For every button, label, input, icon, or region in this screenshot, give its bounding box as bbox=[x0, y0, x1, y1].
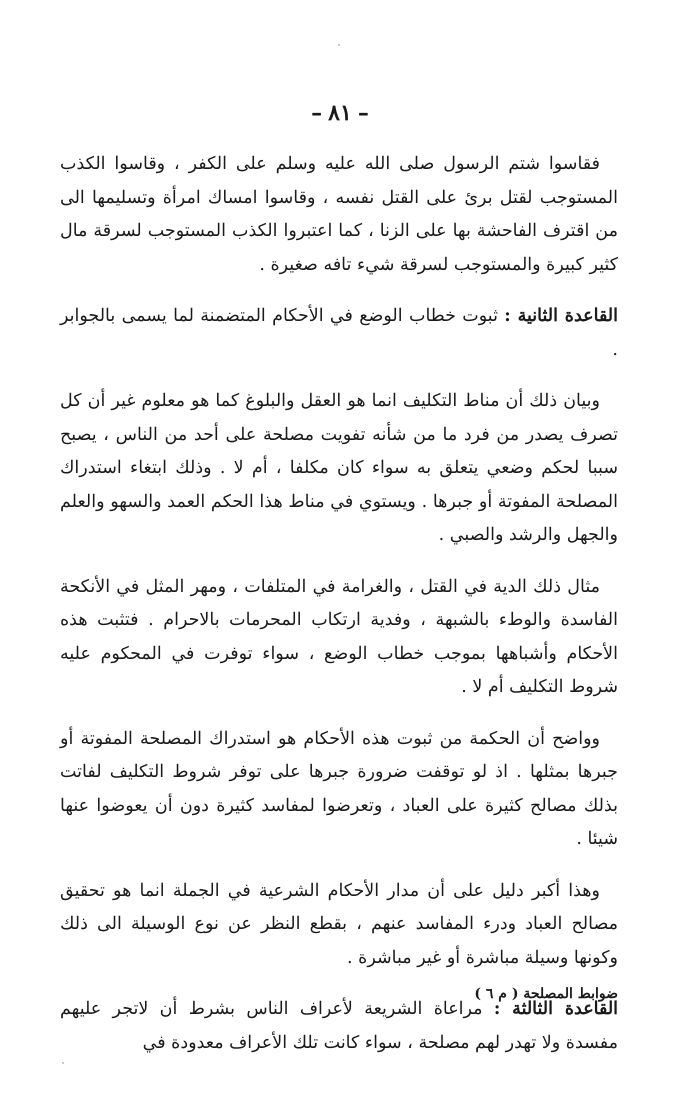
page-footer bbox=[60, 986, 618, 1002]
rule-heading-paragraph bbox=[60, 993, 618, 1060]
rule-text: مراعاة الشريعة لأعراف الناس بشرط أن لاتجر عليهم مفسدة ولا تهدر لهم مصلحة ، سواء كانت تلك الأعراف معدودة في bbox=[60, 999, 618, 1053]
paragraph-text: وواضح أن الحكمة من ثبوت هذه الأحكام هو استدراك المصلحة المفوتة أو جبرها بمثلها . اذ لو توقفت ضرورة جبرها على توفر شروط التكليف لفاتت بذلك مصالح كثيرة على العباد ، وتعرضوا لمفاسد كثيرة دون أن يعوضوا عنها شيئا . bbox=[60, 728, 618, 849]
paragraph bbox=[60, 148, 618, 282]
paragraph bbox=[60, 571, 618, 705]
body-text bbox=[60, 148, 618, 1060]
paragraph-text: وبيان ذلك أن مناط التكليف انما هو العقل والبلوغ كما هو معلوم غير أن كل تصرف يصدر من فرد ما من شأنه تفويت مصلحة على أحد من الناس ، يصبح سببا لحكم وضعي يتعلق به سواء كان مكلفا ، أم لا . وذلك ابتغاء استدراك المصلحة المفوتة أو جبرها . ويستوي في مناط هذا الحكم العمد والسهو والعلم والجهل والرشد والصبي . bbox=[60, 391, 618, 545]
rule-heading: القاعدة الثالثة : bbox=[493, 999, 619, 1019]
scan-speck bbox=[62, 1062, 64, 1064]
paragraph bbox=[60, 385, 618, 553]
footer-signature: ضوابط المصلحة ( م ٦ ) bbox=[474, 986, 618, 1002]
page-number: –٨١– bbox=[311, 100, 369, 126]
page-number-value: ٨١ bbox=[328, 100, 352, 126]
rule-heading-paragraph bbox=[60, 300, 618, 367]
paragraph bbox=[60, 723, 618, 857]
paragraph bbox=[60, 875, 618, 976]
rule-text: ثبوت خطاب الوضع في الأحكام المتضمنة لما يسمى بالجوابر . bbox=[60, 306, 618, 360]
paragraph-text: فقاسوا شتم الرسول صلى الله عليه وسلم على الكفر ، وقاسوا الكذب المستوجب لقتل برئ على القتل نفسه ، وقاسوا امساك امرأة وتسليمها الى من اقترف الفاحشة بها على الزنا ، كما اعتبروا الكذب المستوجب لسرقة مال كثير كبيرة والمستوجب لسرقة شيء تافه صغيرة . bbox=[60, 154, 618, 275]
paragraph-text: مثال ذلك الدية في القتل ، والغرامة في المتلفات ، ومهر المثل في الأنكحة الفاسدة والوطء بالشبهة ، وفدية ارتكاب المحرمات بالاحرام . فتثبت هذه الأحكام وأشباهها بموجب خطاب الوضع ، سواء توفرت في المحكوم عليه شروط التكليف أم لا . bbox=[60, 576, 618, 697]
paragraph-text: وهذا أكبر دليل على أن مدار الأحكام الشرعية في الجملة انما هو تحقيق مصالح العباد ودرء المفاسد عنهم ، بقطع النظر عن نوع الوسيلة الى ذلك وكونها وسيلة مباشرة أو غير مباشرة . bbox=[60, 880, 618, 968]
rule-heading: القاعدة الثانية : bbox=[504, 306, 618, 326]
scan-speck bbox=[338, 44, 340, 46]
